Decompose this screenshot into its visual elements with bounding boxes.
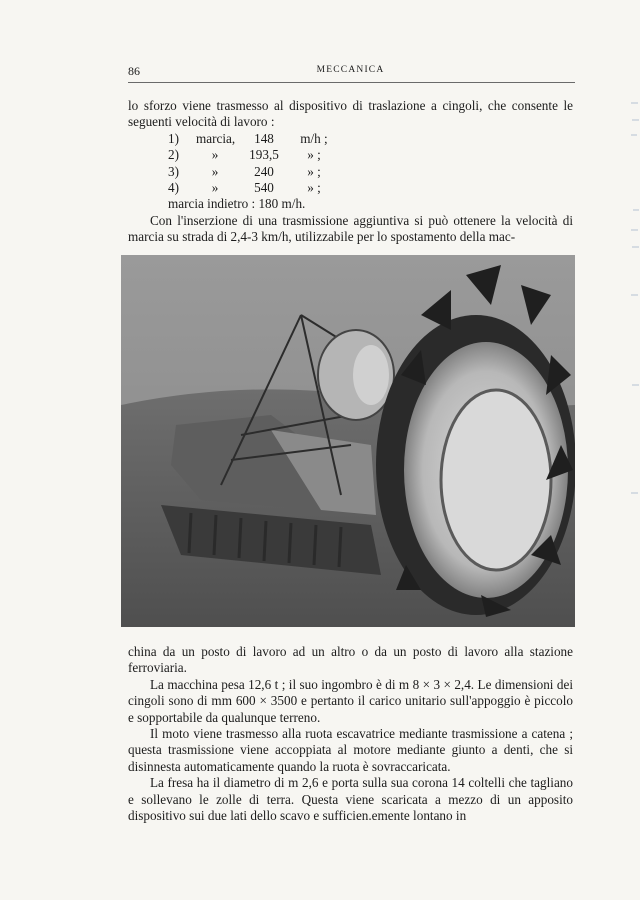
speed-value: 240 — [254, 163, 274, 179]
page-number: 86 — [128, 64, 140, 78]
paragraph-continue: china da un posto di lavoro ad un altro o da un posto di lavoro alla stazione ferroviaria. — [128, 644, 573, 676]
paragraph-motion: Il moto viene trasmesso alla ruota escavatrice mediante trasmissione a catena ; questa trasmissione viene accoppiata al motore mediante giunto a denti, che si disinnesta automaticamente quando la ruota è sovraccaricata. — [128, 726, 573, 774]
bleed-through-marks — [630, 95, 640, 515]
page-header — [128, 62, 573, 80]
speed-gear: 3) — [168, 163, 179, 179]
speed-row — [168, 147, 573, 163]
paragraph-road-speed: Con l'inserzione di una trasmissione aggiuntiva si può ottenere la velocità di marcia su strada di 2,4-3 km/h, utilizzabile per lo spostamento della mac- — [128, 212, 573, 245]
speed-label: » — [211, 163, 219, 179]
trencher-photo — [121, 255, 575, 627]
speed-gear: 1) — [168, 130, 179, 146]
paragraph-intro: lo sforzo viene trasmesso al dispositivo di traslazione a cingoli, che consente le seguenti velocità di lavoro : — [128, 98, 573, 130]
speed-label: » — [211, 147, 219, 163]
reverse-speed: marcia indietro : 180 m/h. — [168, 196, 306, 212]
speed-value: 148 — [254, 130, 274, 146]
speed-unit: » ; — [307, 163, 321, 179]
speed-unit: » ; — [307, 147, 321, 163]
text-block-bottom — [128, 644, 573, 824]
speed-gear: 2) — [168, 147, 179, 163]
header-rule — [128, 82, 575, 83]
speed-list — [168, 131, 573, 213]
speed-row — [168, 131, 573, 147]
speed-label: » — [211, 179, 219, 195]
speed-value: 193,5 — [249, 147, 279, 163]
trencher-illustration — [121, 255, 575, 627]
bleed-through-strokes — [630, 95, 640, 515]
speed-row — [168, 180, 573, 196]
speed-unit: m/h ; — [300, 130, 328, 146]
speed-unit: » ; — [307, 179, 321, 195]
paragraph-cutter: La fresa ha il diametro di m 2,6 e porta sulla sua corona 14 coltelli che tagliano e sollevano le zolle di terra. Questa viene scaricata a mezzo di un apposito dispositivo sui due lati dello scavo e sufficien.emente lontano in — [128, 775, 573, 824]
speed-value: 540 — [254, 179, 274, 195]
text-block-top — [128, 98, 573, 246]
paragraph-weight: La macchina pesa 12,6 t ; il suo ingombro è di m 8 × 3 × 2,4. Le dimensioni dei cingoli sono di mm 600 × 3500 e pertanto il carico unitario sull'appoggio è piccolo e sopportabile da qualunque terreno. — [128, 676, 573, 725]
running-title: MECCANICA — [316, 65, 385, 75]
speed-row — [168, 164, 573, 180]
speed-gear: 4) — [168, 179, 179, 195]
speed-label: marcia, — [196, 130, 236, 146]
